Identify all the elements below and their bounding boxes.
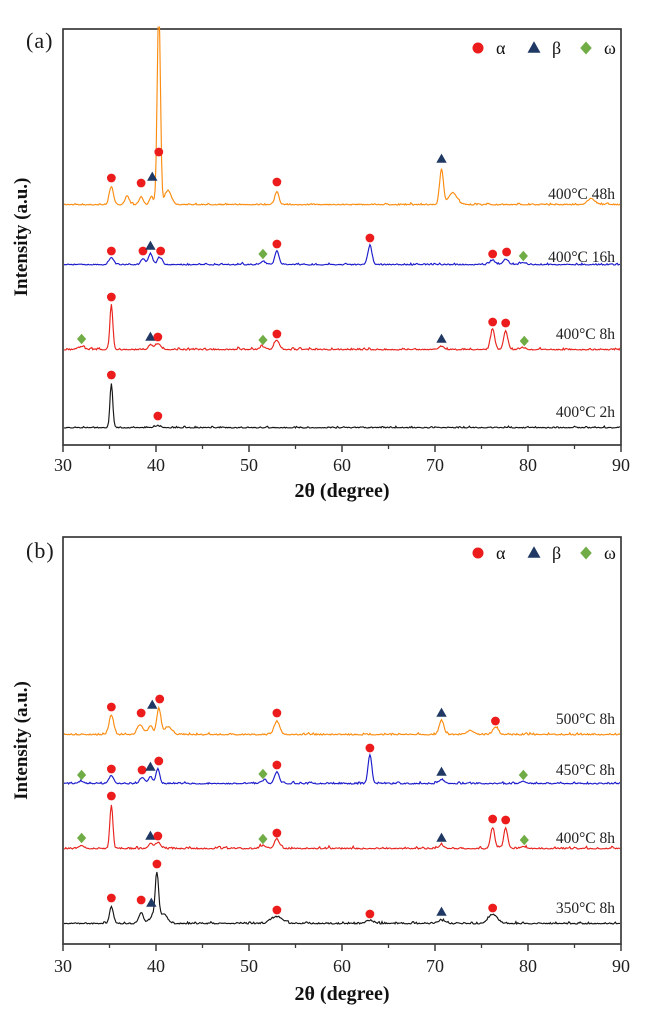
- marker-triangle: [145, 762, 155, 771]
- marker-circle: [137, 896, 146, 905]
- marker-circle: [107, 894, 116, 903]
- marker-circle: [139, 247, 148, 256]
- marker-circle: [155, 695, 164, 704]
- legend-circle-icon: [473, 43, 484, 54]
- curve-label: 400°C 48h: [548, 186, 615, 203]
- legend-label: β: [552, 38, 562, 58]
- marker-circle: [154, 757, 163, 766]
- marker-circle: [501, 816, 510, 825]
- marker-circle: [138, 766, 147, 775]
- curve-400-c-48h: [63, 4, 621, 205]
- legend-triangle-icon: [528, 546, 541, 558]
- marker-diamond: [77, 833, 86, 843]
- marker-circle: [153, 412, 162, 421]
- marker-circle: [153, 860, 162, 869]
- marker-circle: [107, 247, 116, 256]
- marker-circle: [366, 910, 375, 919]
- marker-circle: [273, 761, 282, 770]
- x-tick-label: 80: [519, 455, 537, 475]
- x-tick-label: 30: [54, 956, 72, 976]
- marker-circle: [156, 247, 165, 256]
- marker-circle: [273, 330, 282, 339]
- x-tick-label: 60: [333, 455, 351, 475]
- marker-circle: [154, 148, 163, 157]
- legend-label: ω: [604, 543, 616, 563]
- x-axis-label: 2θ (degree): [294, 983, 390, 1005]
- panel-b: [0, 510, 653, 1020]
- curve-label: 450°C 8h: [555, 762, 615, 779]
- y-axis-label: Intensity (a.u.): [11, 681, 32, 800]
- marker-diamond: [77, 770, 86, 780]
- curve-label: 400°C 16h: [548, 249, 615, 266]
- panel-a-label: (a): [26, 28, 54, 53]
- legend-circle-icon: [473, 548, 484, 559]
- marker-diamond: [258, 335, 267, 345]
- legend-label: ω: [604, 38, 616, 58]
- marker-circle: [491, 717, 500, 726]
- marker-diamond: [519, 251, 528, 261]
- curve-label: 400°C 8h: [555, 830, 615, 847]
- x-tick-label: 60: [333, 956, 351, 976]
- marker-circle: [107, 293, 116, 302]
- y-axis-label: Intensity (a.u.): [11, 177, 32, 297]
- marker-circle: [107, 792, 116, 801]
- marker-triangle: [436, 907, 446, 916]
- plot-frame: [63, 29, 621, 445]
- marker-diamond: [258, 834, 267, 844]
- curve-label: 400°C 2h: [555, 404, 615, 421]
- curve-400-c-8h: [63, 805, 621, 849]
- x-tick-label: 30: [54, 455, 72, 475]
- curve-400-c-8h: [63, 304, 621, 350]
- marker-circle: [107, 371, 116, 380]
- marker-circle: [107, 703, 116, 712]
- legend-diamond-icon: [580, 547, 592, 560]
- marker-circle: [153, 333, 162, 342]
- marker-circle: [488, 904, 497, 913]
- marker-diamond: [77, 334, 86, 344]
- x-axis-label: 2θ (degree): [294, 480, 390, 502]
- marker-circle: [273, 178, 282, 187]
- marker-triangle: [436, 833, 446, 842]
- legend-label: α: [496, 38, 506, 58]
- x-tick-label: 90: [612, 455, 630, 475]
- marker-circle: [488, 815, 497, 824]
- marker-triangle: [436, 767, 446, 776]
- marker-circle: [137, 709, 146, 718]
- marker-circle: [273, 829, 282, 838]
- marker-circle: [273, 906, 282, 915]
- x-tick-label: 70: [426, 455, 444, 475]
- legend-label: β: [552, 543, 562, 563]
- marker-triangle: [436, 334, 446, 343]
- marker-diamond: [519, 770, 528, 780]
- x-tick-label: 90: [612, 956, 630, 976]
- curve-400-c-2h: [63, 384, 621, 429]
- marker-circle: [488, 318, 497, 327]
- xrd-chart-b: [0, 510, 653, 1020]
- panel-b-label: (b): [26, 538, 55, 563]
- legend-triangle-icon: [528, 41, 541, 53]
- curve-label: 500°C 8h: [555, 711, 615, 728]
- marker-triangle: [436, 154, 446, 163]
- marker-circle: [273, 709, 282, 718]
- plot-frame: [63, 537, 621, 944]
- marker-circle: [366, 234, 375, 243]
- curve-label: 400°C 8h: [555, 326, 615, 343]
- x-tick-label: 50: [240, 956, 258, 976]
- marker-circle: [502, 248, 511, 257]
- legend-label: α: [496, 543, 506, 563]
- x-tick-label: 50: [240, 455, 258, 475]
- x-tick-label: 40: [147, 956, 165, 976]
- marker-circle: [153, 832, 162, 841]
- marker-diamond: [520, 835, 529, 845]
- x-tick-label: 70: [426, 956, 444, 976]
- marker-circle: [488, 250, 497, 259]
- marker-circle: [137, 179, 146, 188]
- x-tick-label: 40: [147, 455, 165, 475]
- marker-circle: [107, 174, 116, 183]
- marker-circle: [366, 744, 375, 753]
- marker-triangle: [145, 241, 155, 250]
- curve-label: 350°C 8h: [555, 900, 615, 917]
- curve-500-c-8h: [63, 708, 621, 735]
- marker-diamond: [258, 249, 267, 259]
- marker-circle: [107, 765, 116, 774]
- x-tick-label: 80: [519, 956, 537, 976]
- marker-triangle: [436, 708, 446, 717]
- marker-diamond: [258, 769, 267, 779]
- marker-circle: [501, 319, 510, 328]
- marker-diamond: [520, 336, 529, 346]
- curve-350-c-8h: [63, 872, 621, 924]
- legend-diamond-icon: [580, 42, 592, 55]
- marker-circle: [273, 240, 282, 249]
